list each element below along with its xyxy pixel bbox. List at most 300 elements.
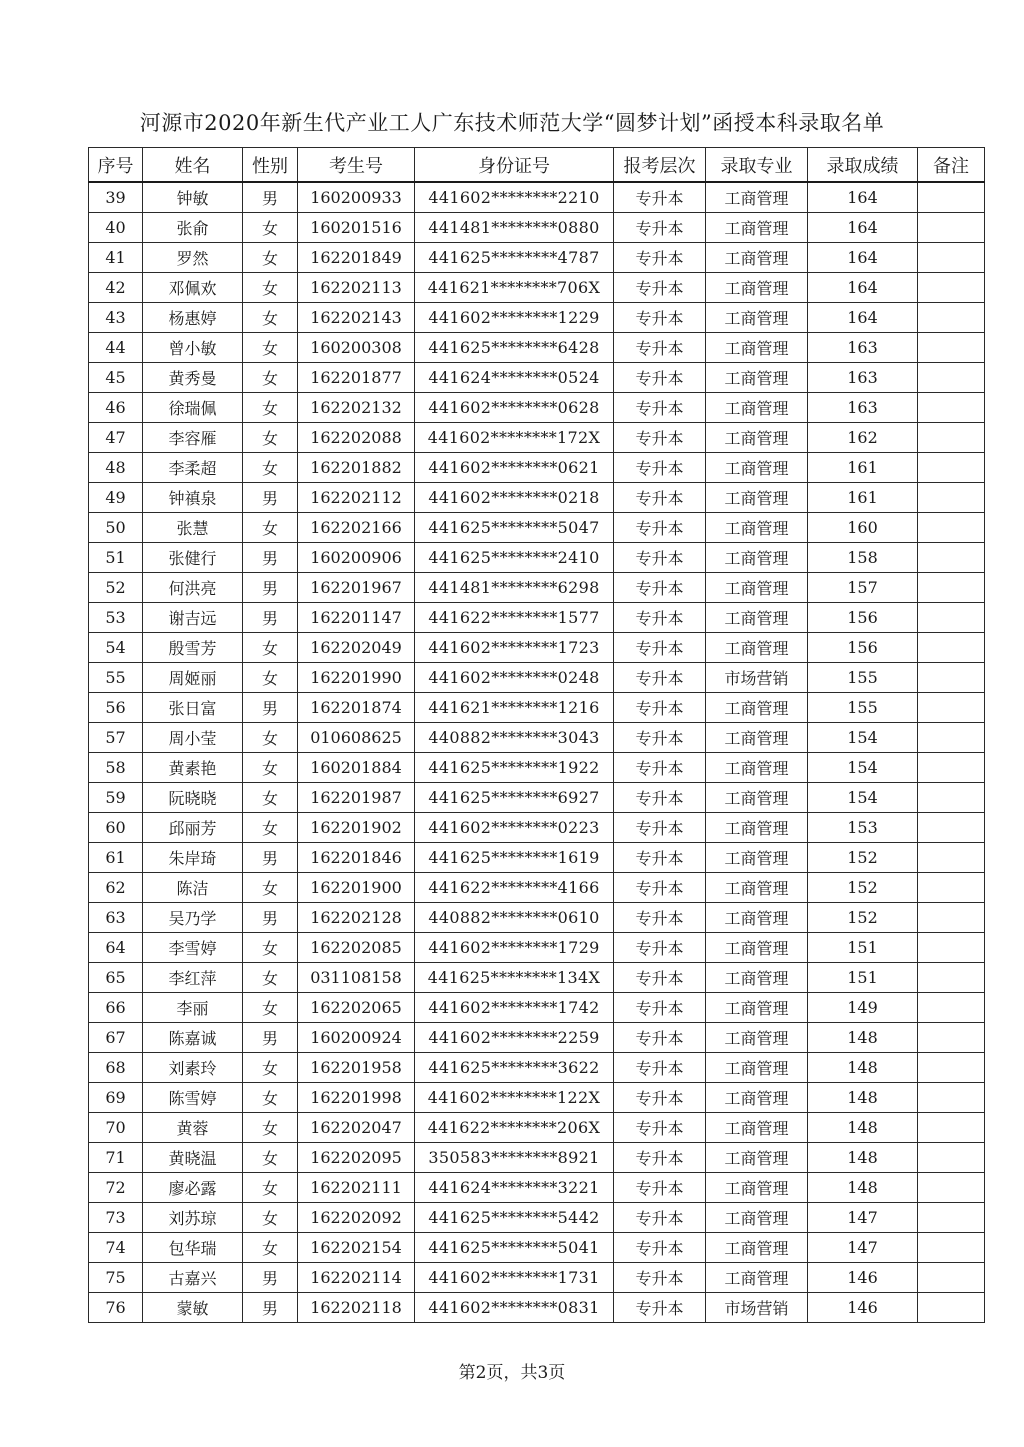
cell-level: 专升本 (614, 1173, 706, 1203)
cell-score: 153 (808, 813, 918, 843)
cell-score: 158 (808, 543, 918, 573)
cell-seq: 51 (89, 543, 143, 573)
cell-name: 黄秀曼 (143, 363, 243, 393)
table-header (89, 148, 985, 183)
cell-seq: 55 (89, 663, 143, 693)
cell-name: 陈雪婷 (143, 1083, 243, 1113)
cell-score: 151 (808, 963, 918, 993)
cell-score: 156 (808, 603, 918, 633)
cell-gender: 女 (243, 813, 298, 843)
cell-major: 工商管理 (706, 273, 808, 303)
cell-major: 工商管理 (706, 1173, 808, 1203)
cell-level: 专升本 (614, 603, 706, 633)
cell-level: 专升本 (614, 1263, 706, 1293)
cell-major: 工商管理 (706, 813, 808, 843)
cell-score: 146 (808, 1293, 918, 1323)
table-row (89, 663, 985, 693)
cell-score: 148 (808, 1173, 918, 1203)
cell-gender: 男 (243, 603, 298, 633)
cell-exam-no: 162201998 (298, 1083, 415, 1113)
cell-id: 441625********5047 (415, 513, 614, 543)
cell-remark (918, 873, 985, 903)
cell-id: 441602********122X (415, 1083, 614, 1113)
table-row (89, 182, 985, 213)
cell-name: 谢吉远 (143, 603, 243, 633)
cell-seq: 57 (89, 723, 143, 753)
cell-seq: 62 (89, 873, 143, 903)
cell-exam-no: 162201958 (298, 1053, 415, 1083)
cell-level: 专升本 (614, 363, 706, 393)
cell-major: 工商管理 (706, 1083, 808, 1113)
table-row (89, 1053, 985, 1083)
cell-name: 殷雪芳 (143, 633, 243, 663)
cell-level: 专升本 (614, 483, 706, 513)
table-row (89, 783, 985, 813)
cell-gender: 男 (243, 182, 298, 213)
cell-seq: 47 (89, 423, 143, 453)
cell-exam-no: 160200933 (298, 182, 415, 213)
cell-major: 工商管理 (706, 182, 808, 213)
cell-exam-no: 162202092 (298, 1203, 415, 1233)
cell-gender: 女 (243, 783, 298, 813)
cell-name: 徐瑞佩 (143, 393, 243, 423)
cell-name: 何洪亮 (143, 573, 243, 603)
cell-major: 市场营销 (706, 1293, 808, 1323)
cell-exam-no: 162202085 (298, 933, 415, 963)
cell-level: 专升本 (614, 933, 706, 963)
cell-name: 吴乃学 (143, 903, 243, 933)
cell-remark (918, 182, 985, 213)
header-col-id: 身份证号 (415, 148, 614, 183)
cell-score: 164 (808, 213, 918, 243)
cell-gender: 女 (243, 273, 298, 303)
cell-exam-no: 162202154 (298, 1233, 415, 1263)
cell-score: 161 (808, 483, 918, 513)
cell-name: 刘苏琼 (143, 1203, 243, 1233)
table-row (89, 1173, 985, 1203)
cell-seq: 73 (89, 1203, 143, 1233)
table-row (89, 1023, 985, 1053)
cell-exam-no: 162202132 (298, 393, 415, 423)
cell-remark (918, 963, 985, 993)
header-col-seq: 序号 (89, 148, 143, 183)
cell-seq: 70 (89, 1113, 143, 1143)
cell-id: 441625********1922 (415, 753, 614, 783)
cell-exam-no: 162202065 (298, 993, 415, 1023)
cell-level: 专升本 (614, 1113, 706, 1143)
cell-id: 441602********0831 (415, 1293, 614, 1323)
cell-exam-no: 162202095 (298, 1143, 415, 1173)
cell-exam-no: 162201849 (298, 243, 415, 273)
table-row (89, 483, 985, 513)
cell-exam-no: 162202047 (298, 1113, 415, 1143)
cell-major: 工商管理 (706, 603, 808, 633)
cell-score: 147 (808, 1233, 918, 1263)
table-body (89, 182, 985, 1323)
header-col-exam-no: 考生号 (298, 148, 415, 183)
cell-id: 441625********134X (415, 963, 614, 993)
cell-name: 周小莹 (143, 723, 243, 753)
cell-id: 441624********3221 (415, 1173, 614, 1203)
cell-major: 工商管理 (706, 1203, 808, 1233)
table-row (89, 513, 985, 543)
cell-exam-no: 162202143 (298, 303, 415, 333)
cell-seq: 39 (89, 182, 143, 213)
header-col-score: 录取成绩 (808, 148, 918, 183)
cell-id: 441602********2259 (415, 1023, 614, 1053)
cell-score: 152 (808, 873, 918, 903)
cell-remark (918, 273, 985, 303)
cell-gender: 男 (243, 483, 298, 513)
cell-score: 157 (808, 573, 918, 603)
cell-remark (918, 543, 985, 573)
cell-exam-no: 162202112 (298, 483, 415, 513)
cell-id: 441622********206X (415, 1113, 614, 1143)
cell-remark (918, 783, 985, 813)
cell-id: 440882********3043 (415, 723, 614, 753)
cell-major: 工商管理 (706, 363, 808, 393)
cell-level: 专升本 (614, 963, 706, 993)
cell-remark (918, 213, 985, 243)
cell-score: 149 (808, 993, 918, 1023)
table-row (89, 903, 985, 933)
cell-gender: 男 (243, 1263, 298, 1293)
cell-gender: 女 (243, 873, 298, 903)
cell-seq: 45 (89, 363, 143, 393)
cell-major: 工商管理 (706, 753, 808, 783)
cell-name: 陈洁 (143, 873, 243, 903)
cell-level: 专升本 (614, 333, 706, 363)
cell-exam-no: 160201884 (298, 753, 415, 783)
cell-level: 专升本 (614, 843, 706, 873)
cell-id: 441602********0248 (415, 663, 614, 693)
cell-gender: 女 (243, 933, 298, 963)
cell-seq: 69 (89, 1083, 143, 1113)
cell-exam-no: 160201516 (298, 213, 415, 243)
cell-gender: 女 (243, 753, 298, 783)
cell-seq: 63 (89, 903, 143, 933)
cell-gender: 女 (243, 1113, 298, 1143)
cell-seq: 46 (89, 393, 143, 423)
cell-gender: 女 (243, 663, 298, 693)
table-row (89, 963, 985, 993)
cell-remark (918, 1113, 985, 1143)
cell-gender: 女 (243, 363, 298, 393)
cell-remark (918, 633, 985, 663)
cell-exam-no: 162201877 (298, 363, 415, 393)
cell-name: 蒙敏 (143, 1293, 243, 1323)
table-row (89, 633, 985, 663)
cell-seq: 76 (89, 1293, 143, 1323)
cell-score: 152 (808, 843, 918, 873)
cell-major: 工商管理 (706, 1023, 808, 1053)
cell-exam-no: 162201147 (298, 603, 415, 633)
cell-gender: 女 (243, 393, 298, 423)
cell-major: 工商管理 (706, 393, 808, 423)
cell-major: 工商管理 (706, 453, 808, 483)
cell-id: 441602********0218 (415, 483, 614, 513)
cell-major: 工商管理 (706, 1143, 808, 1173)
cell-remark (918, 243, 985, 273)
table-row (89, 603, 985, 633)
cell-level: 专升本 (614, 393, 706, 423)
table-row (89, 1083, 985, 1113)
cell-score: 152 (808, 903, 918, 933)
cell-remark (918, 393, 985, 423)
cell-exam-no: 162202113 (298, 273, 415, 303)
cell-gender: 女 (243, 423, 298, 453)
cell-remark (918, 933, 985, 963)
cell-id: 441602********1742 (415, 993, 614, 1023)
cell-major: 工商管理 (706, 483, 808, 513)
cell-remark (918, 303, 985, 333)
cell-seq: 42 (89, 273, 143, 303)
cell-name: 黄素艳 (143, 753, 243, 783)
cell-gender: 男 (243, 693, 298, 723)
cell-seq: 74 (89, 1233, 143, 1263)
cell-seq: 53 (89, 603, 143, 633)
cell-id: 441625********4787 (415, 243, 614, 273)
cell-exam-no: 162202114 (298, 1263, 415, 1293)
cell-major: 工商管理 (706, 243, 808, 273)
cell-id: 441602********1729 (415, 933, 614, 963)
cell-id: 441481********6298 (415, 573, 614, 603)
header-col-remark: 备注 (918, 148, 985, 183)
cell-level: 专升本 (614, 453, 706, 483)
cell-id: 441602********172X (415, 423, 614, 453)
cell-remark (918, 573, 985, 603)
table-row (89, 303, 985, 333)
cell-gender: 女 (243, 963, 298, 993)
cell-score: 148 (808, 1113, 918, 1143)
cell-score: 154 (808, 753, 918, 783)
cell-name: 黄晓温 (143, 1143, 243, 1173)
table-row (89, 693, 985, 723)
cell-score: 164 (808, 303, 918, 333)
cell-level: 专升本 (614, 723, 706, 753)
cell-score: 164 (808, 182, 918, 213)
cell-score: 148 (808, 1053, 918, 1083)
cell-level: 专升本 (614, 513, 706, 543)
cell-remark (918, 1053, 985, 1083)
cell-score: 164 (808, 273, 918, 303)
cell-score: 163 (808, 393, 918, 423)
header-col-name: 姓名 (143, 148, 243, 183)
cell-level: 专升本 (614, 1023, 706, 1053)
cell-level: 专升本 (614, 303, 706, 333)
cell-remark (918, 1173, 985, 1203)
cell-name: 朱岸琦 (143, 843, 243, 873)
cell-remark (918, 723, 985, 753)
cell-remark (918, 1263, 985, 1293)
cell-level: 专升本 (614, 783, 706, 813)
cell-gender: 女 (243, 213, 298, 243)
cell-major: 工商管理 (706, 1233, 808, 1263)
cell-name: 钟敏 (143, 182, 243, 213)
cell-id: 441602********2210 (415, 182, 614, 213)
header-row (89, 148, 985, 183)
cell-gender: 女 (243, 723, 298, 753)
cell-exam-no: 162202118 (298, 1293, 415, 1323)
cell-major: 工商管理 (706, 1263, 808, 1293)
cell-score: 163 (808, 333, 918, 363)
cell-seq: 58 (89, 753, 143, 783)
table-row (89, 933, 985, 963)
cell-name: 李红萍 (143, 963, 243, 993)
cell-level: 专升本 (614, 1143, 706, 1173)
table-row (89, 243, 985, 273)
cell-score: 163 (808, 363, 918, 393)
cell-remark (918, 1233, 985, 1263)
cell-id: 441621********706X (415, 273, 614, 303)
cell-score: 156 (808, 633, 918, 663)
cell-remark (918, 363, 985, 393)
table-row (89, 543, 985, 573)
cell-id: 441622********4166 (415, 873, 614, 903)
cell-remark (918, 813, 985, 843)
cell-exam-no: 162202166 (298, 513, 415, 543)
cell-major: 工商管理 (706, 843, 808, 873)
table-row (89, 1143, 985, 1173)
cell-id: 441602********1723 (415, 633, 614, 663)
cell-id: 441602********0621 (415, 453, 614, 483)
cell-major: 工商管理 (706, 723, 808, 753)
table-row (89, 273, 985, 303)
cell-name: 阮晓晓 (143, 783, 243, 813)
cell-major: 工商管理 (706, 213, 808, 243)
cell-level: 专升本 (614, 1053, 706, 1083)
cell-name: 罗然 (143, 243, 243, 273)
cell-exam-no: 162201882 (298, 453, 415, 483)
cell-gender: 女 (243, 1053, 298, 1083)
cell-level: 专升本 (614, 1293, 706, 1323)
cell-exam-no: 162201900 (298, 873, 415, 903)
cell-remark (918, 483, 985, 513)
header-col-major: 录取专业 (706, 148, 808, 183)
cell-id: 441602********0223 (415, 813, 614, 843)
cell-gender: 女 (243, 1083, 298, 1113)
cell-gender: 女 (243, 1143, 298, 1173)
cell-seq: 64 (89, 933, 143, 963)
cell-seq: 61 (89, 843, 143, 873)
cell-major: 工商管理 (706, 1113, 808, 1143)
cell-seq: 65 (89, 963, 143, 993)
cell-name: 李柔超 (143, 453, 243, 483)
cell-name: 刘素玲 (143, 1053, 243, 1083)
cell-remark (918, 453, 985, 483)
cell-exam-no: 162201990 (298, 663, 415, 693)
table-row (89, 1233, 985, 1263)
table-row (89, 1263, 985, 1293)
cell-id: 441602********0628 (415, 393, 614, 423)
cell-level: 专升本 (614, 243, 706, 273)
cell-level: 专升本 (614, 993, 706, 1023)
cell-level: 专升本 (614, 543, 706, 573)
header-col-gender: 性别 (243, 148, 298, 183)
cell-score: 161 (808, 453, 918, 483)
cell-seq: 41 (89, 243, 143, 273)
cell-exam-no: 162201967 (298, 573, 415, 603)
cell-gender: 女 (243, 1233, 298, 1263)
cell-id: 441622********1577 (415, 603, 614, 633)
cell-id: 441625********5041 (415, 1233, 614, 1263)
cell-gender: 女 (243, 633, 298, 663)
cell-major: 工商管理 (706, 303, 808, 333)
document-title: 河源市2020年新生代产业工人广东技术师范大学“圆梦计划”函授本科录取名单 (139, 111, 885, 135)
cell-seq: 60 (89, 813, 143, 843)
cell-score: 148 (808, 1083, 918, 1113)
cell-name: 曾小敏 (143, 333, 243, 363)
cell-name: 陈嘉诚 (143, 1023, 243, 1053)
cell-remark (918, 693, 985, 723)
cell-name: 钟禛泉 (143, 483, 243, 513)
cell-seq: 43 (89, 303, 143, 333)
cell-major: 工商管理 (706, 1053, 808, 1083)
cell-name: 周姬丽 (143, 663, 243, 693)
cell-score: 148 (808, 1143, 918, 1173)
cell-level: 专升本 (614, 663, 706, 693)
cell-gender: 女 (243, 303, 298, 333)
table-row (89, 813, 985, 843)
cell-gender: 男 (243, 543, 298, 573)
table-row (89, 993, 985, 1023)
page-number: 第2页，共3页 (458, 1363, 566, 1383)
cell-name: 张日富 (143, 693, 243, 723)
cell-id: 441602********1731 (415, 1263, 614, 1293)
cell-name: 古嘉兴 (143, 1263, 243, 1293)
cell-exam-no: 160200308 (298, 333, 415, 363)
cell-id: 441602********1229 (415, 303, 614, 333)
cell-level: 专升本 (614, 693, 706, 723)
cell-seq: 48 (89, 453, 143, 483)
cell-id: 441481********0880 (415, 213, 614, 243)
cell-major: 工商管理 (706, 693, 808, 723)
cell-seq: 52 (89, 573, 143, 603)
cell-gender: 女 (243, 243, 298, 273)
cell-gender: 女 (243, 1203, 298, 1233)
cell-exam-no: 162202128 (298, 903, 415, 933)
cell-major: 市场营销 (706, 663, 808, 693)
cell-seq: 67 (89, 1023, 143, 1053)
table-row (89, 333, 985, 363)
cell-score: 162 (808, 423, 918, 453)
cell-seq: 44 (89, 333, 143, 363)
cell-score: 148 (808, 1023, 918, 1053)
cell-seq: 49 (89, 483, 143, 513)
table-row (89, 1203, 985, 1233)
table-row (89, 573, 985, 603)
cell-gender: 男 (243, 1293, 298, 1323)
cell-name: 邓佩欢 (143, 273, 243, 303)
cell-level: 专升本 (614, 753, 706, 783)
cell-level: 专升本 (614, 633, 706, 663)
cell-gender: 女 (243, 333, 298, 363)
cell-id: 441625********5442 (415, 1203, 614, 1233)
cell-remark (918, 1293, 985, 1323)
cell-level: 专升本 (614, 813, 706, 843)
table-row (89, 1113, 985, 1143)
cell-level: 专升本 (614, 1203, 706, 1233)
table-row (89, 393, 985, 423)
admission-table (88, 147, 985, 1323)
cell-id: 441625********6428 (415, 333, 614, 363)
cell-score: 147 (808, 1203, 918, 1233)
cell-major: 工商管理 (706, 933, 808, 963)
cell-name: 张健行 (143, 543, 243, 573)
cell-id: 441625********2410 (415, 543, 614, 573)
cell-level: 专升本 (614, 903, 706, 933)
cell-remark (918, 1023, 985, 1053)
